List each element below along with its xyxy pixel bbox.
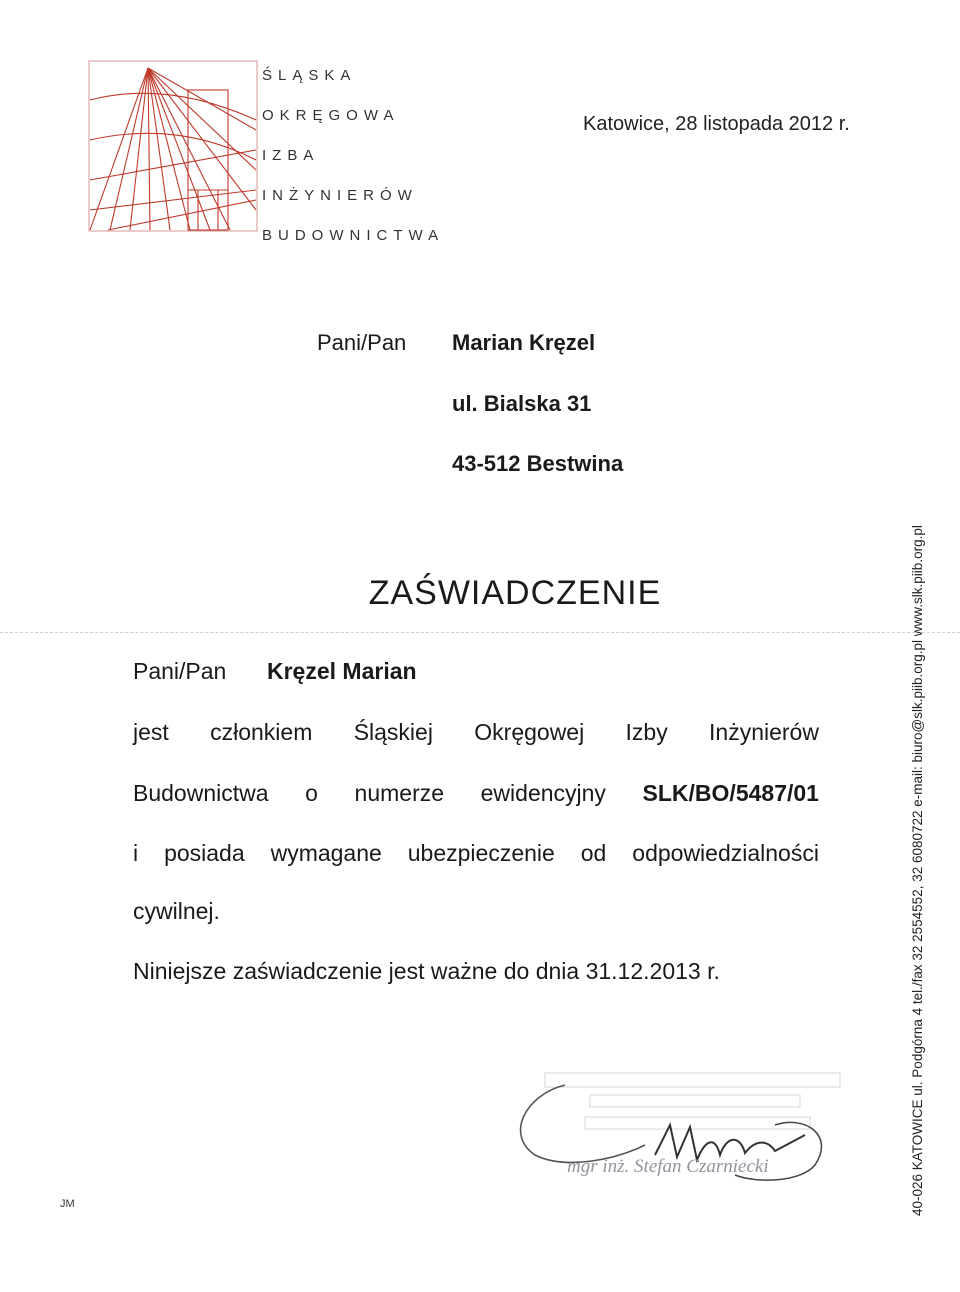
registration-number: SLK/BO/5487/01: [642, 780, 819, 806]
recipient-street: ul. Bialska 31: [452, 391, 592, 416]
body-line-membership: [133, 719, 819, 746]
recipient-name: Marian Kręzel: [452, 330, 596, 355]
recipient-label: Pani/Pan: [317, 330, 407, 355]
word: Izby: [625, 719, 668, 745]
word: o: [305, 780, 318, 806]
place-and-date: Katowice, 28 listopada 2012 r.: [583, 113, 850, 135]
word: Budownictwa: [133, 780, 269, 806]
word: posiada: [164, 840, 245, 866]
logo-line: OKRĘGOWA: [262, 107, 400, 124]
typist-initials: JM: [60, 1198, 75, 1210]
recipient-city: 43-512 Bestwina: [452, 451, 624, 476]
word: numerze: [354, 780, 445, 806]
word: wymagane: [270, 840, 382, 866]
person-name: Kręzel Marian: [267, 658, 417, 684]
document-title: ZAŚWIADCZENIE: [368, 574, 662, 612]
word: jest: [133, 719, 169, 745]
word: i: [133, 840, 139, 866]
logo-line: INŻYNIERÓW: [262, 187, 418, 204]
signature-stamp: [505, 1065, 845, 1190]
word: ewidencyjny: [480, 780, 606, 806]
body-line-civil: cywilnej.: [133, 898, 220, 924]
contact-footer: 40-026 KATOWICE ul. Podgórna 4 tel./fax 32 2554552, 32 6080722 e-mail: biuro@slk.piib.org.pl www.slk.piib.org.pl: [910, 525, 925, 1216]
signature-stamp-name: mgr inż. Stefan Czarniecki: [567, 1156, 769, 1177]
word: Okręgowej: [474, 719, 585, 745]
person-label: Pani/Pan: [133, 658, 227, 684]
validity-statement: Niniejsze zaświadczenie jest ważne do dnia 31.12.2013 r.: [133, 958, 720, 984]
chamber-name: [262, 56, 444, 256]
person-line: [133, 658, 819, 685]
word: Śląskiej: [353, 719, 433, 745]
chamber-logo: [88, 60, 258, 232]
logo-line: IZBA: [262, 147, 320, 164]
logo-line: ŚLĄSKA: [262, 67, 357, 84]
word: od: [580, 840, 607, 866]
word: Inżynierów: [709, 719, 819, 745]
word: odpowiedzialności: [632, 840, 819, 866]
fold-line: [0, 632, 960, 633]
body-line-registration: [133, 780, 819, 807]
word: ubezpieczenie: [407, 840, 555, 866]
body-line-insurance: [133, 840, 819, 867]
logo-line: BUDOWNICTWA: [262, 227, 445, 244]
word: członkiem: [210, 719, 313, 745]
